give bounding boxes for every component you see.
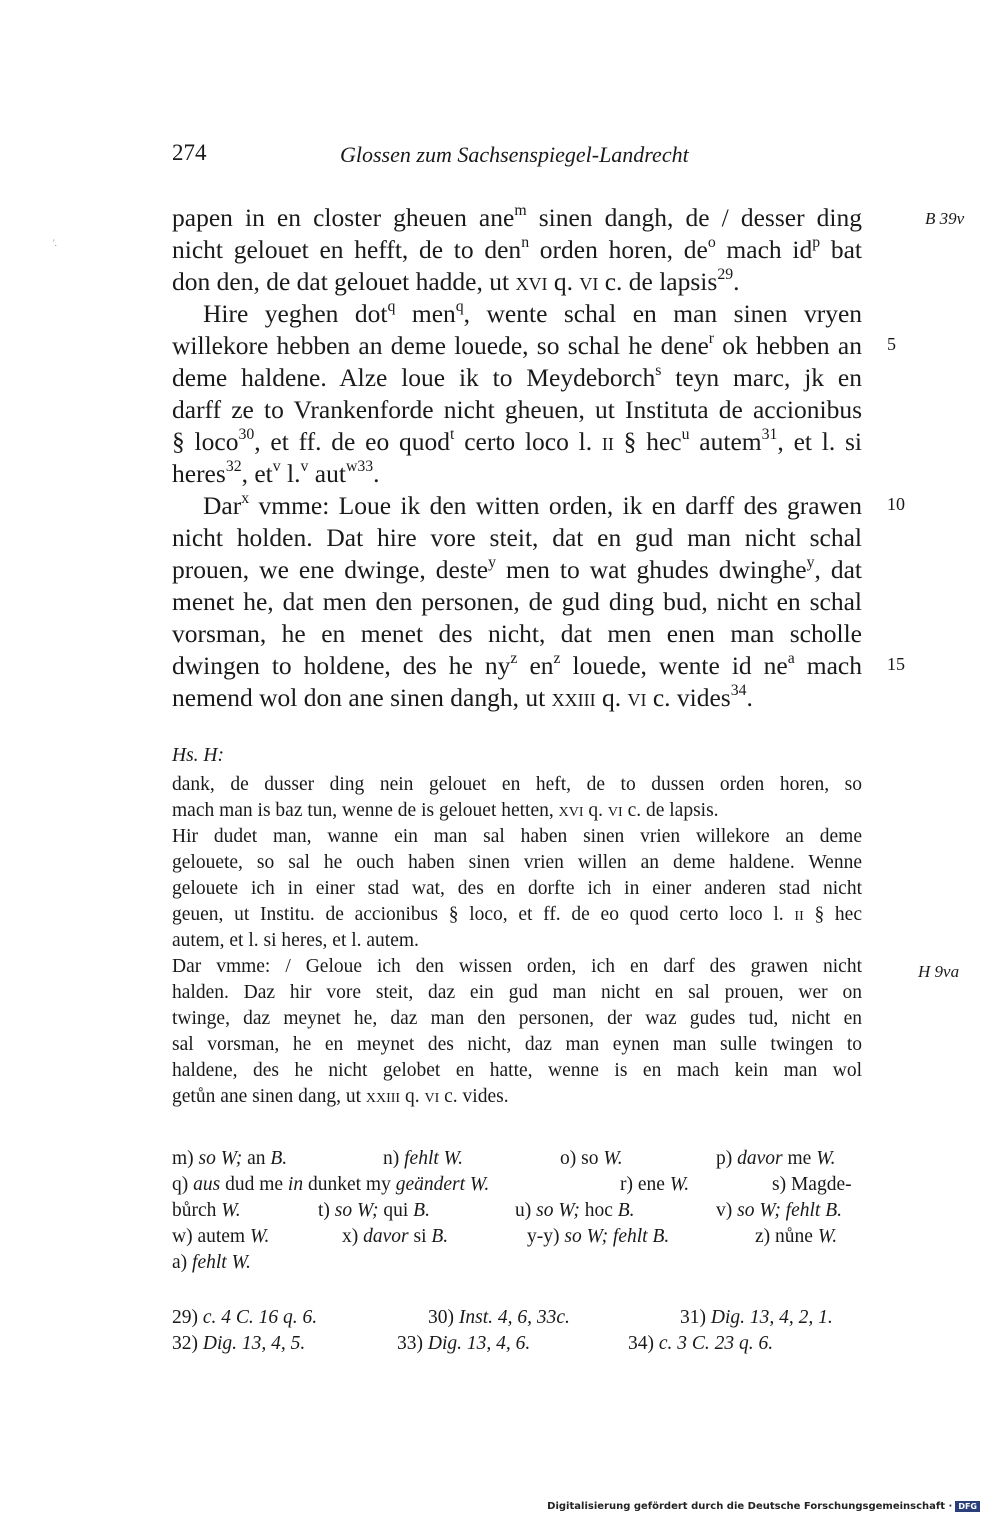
- main-line-7: darff ze to Vrankenforde nicht gheuen, ut Instituta de accionibus: [172, 395, 862, 424]
- source-33: 33) Dig. 13, 4, 6.: [397, 1333, 531, 1354]
- main-line-4: Hire yeghen dot$^q$ men$^q$, wente schal en man sinen vryen: [203, 297, 863, 328]
- note-a: a) fehlt W.: [172, 1252, 251, 1273]
- source-30: 30) Inst. 4, 6, 33c.: [428, 1307, 570, 1328]
- hs-h-line-5: gelouete ich in einer stad wat, des en dorfte ich in einer anderen stad nicht: [172, 878, 862, 899]
- note-r: r) ene W.: [620, 1174, 690, 1195]
- hs-h-line-10: twinge, daz meynet he, daz man den personen, der waz gudes tud, nicht en: [172, 1008, 862, 1029]
- footer-text: Digitalisierung gefördert durch die Deutsche Forschungsgemeinschaft ·: [547, 1501, 953, 1512]
- main-line-15: dwingen to holdene, des he $ny^z$ $en^z$ louede, wente id $ne^a$ mach: [172, 649, 863, 680]
- main-line-8: § loco$^{30}$, et ff. de eo quod$^t$ certo loco l. ii § hec$^u$ autem$^{31}$, et l. si: [172, 425, 863, 456]
- hs-h-heading: Hs. H:: [172, 745, 224, 766]
- margin-ref-b: B 39v: [925, 209, 965, 228]
- note-v: v) so W; fehlt B.: [716, 1200, 843, 1221]
- digitization-footer: [547, 1501, 980, 1512]
- hs-h-line-3: Hir dudet man, wanne ein man sal haben sinen vrien willekore an deme: [172, 826, 862, 847]
- hs-h-line-11: sal vorsman, he en meynet des nicht, daz man eynen man sulle twingen to: [172, 1034, 862, 1055]
- main-line-3: don den, de dat gelouet hadde, ut xvi q. vi c. de lapsis$^{29}$.: [172, 265, 740, 296]
- hs-h-line-1: dank, de dusser ding nein gelouet en heft, de to dussen orden horen, so: [172, 774, 862, 795]
- note-m: m) so W; an B.: [172, 1148, 288, 1169]
- source-29: 29) c. 4 C. 16 q. 6.: [172, 1307, 318, 1328]
- main-line-10: Dar$^x$ vmme: Loue ik den witten orden, ik en darff des grawen: [203, 489, 862, 520]
- source-34: 34) c. 3 C. 23 q. 6.: [628, 1333, 774, 1354]
- line-number-5: 5: [887, 334, 896, 354]
- line-number-15: 15: [887, 654, 905, 674]
- main-line-1: papen in en closter gheuen ane$^m$ sinen dangh, de / desser ding: [172, 201, 862, 232]
- main-line-14: vorsman, he en menet des nicht, dat men enen man scholle: [172, 619, 862, 648]
- note-t: t) so W; qui B.: [318, 1200, 430, 1221]
- note-s: s) Magde-: [772, 1174, 852, 1195]
- note-q: q) aus dud me in dunket my geändert W.: [172, 1174, 490, 1195]
- hs-h-line-7: autem, et l. si heres, et l. autem.: [172, 930, 419, 951]
- main-line-9: heres$^{32}$, $et^v$ l.$^v$ aut$^{w33}$.: [172, 457, 380, 488]
- line-number-10: 10: [887, 494, 905, 514]
- hs-h-line-12: haldene, des he nicht gelobet en hatte, wenne is en mach kein man wol: [172, 1060, 862, 1081]
- dfg-logo: DFG: [955, 1501, 980, 1512]
- main-line-11: nicht holden. Dat hire vore steit, dat en gud man nicht schal: [172, 523, 862, 552]
- hs-h-line-8: Dar vmme: / Geloue ich den wissen orden, ich en darf des grawen nicht: [172, 956, 862, 977]
- source-32: 32) Dig. 13, 4, 5.: [172, 1333, 306, 1354]
- margin-ref-h: H 9va: [918, 962, 960, 981]
- main-line-2: nicht gelouet en hefft, de to den$^n$ orden horen, $de^o$ mach $id^p$ bat: [172, 233, 862, 264]
- main-line-6: deme haldene. Alze loue ik to Meydeborch$^s$ teyn marc, jk en: [172, 361, 862, 392]
- main-line-13: menet he, dat men den personen, de gud ding bud, nicht en schal: [172, 587, 862, 616]
- source-31: 31) Dig. 13, 4, 2, 1.: [680, 1307, 833, 1328]
- running-title: Glossen zum Sachsenspiegel-Landrecht: [340, 142, 689, 167]
- hs-h-line-6: geuen, ut Institu. de accionibus § loco, et ff. de eo quod certo loco l. ii § hec: [172, 904, 862, 925]
- hs-h-line-9: halden. Daz hir vore steit, daz ein gud man nicht en sal prouen, wer on: [172, 982, 862, 1003]
- scan-speck: '.: [53, 238, 57, 248]
- note-o: o) so W.: [560, 1148, 623, 1169]
- note-p: p) davor me W.: [716, 1148, 836, 1169]
- note-s-cont: bůrch W.: [172, 1200, 241, 1221]
- note-z: z) nůne W.: [755, 1226, 838, 1247]
- main-line-5: willekore hebben an deme louede, so schal he dene$^r$ ok hebben an: [172, 329, 862, 360]
- note-w: w) autem W.: [172, 1226, 270, 1247]
- note-x: x) davor si B.: [342, 1226, 449, 1247]
- hs-h-line-13: getůn ane sinen dang, ut xxiii q. vi c. vides.: [172, 1086, 509, 1107]
- hs-h-line-4: gelouete, so sal he ouch haben sinen vrien willen an deme haldene. Wenne: [172, 852, 862, 873]
- main-line-16: nemend wol don ane sinen dangh, ut xxiii q. vi c. vides$^{34}$.: [172, 681, 753, 712]
- note-u: u) so W; hoc B.: [515, 1200, 635, 1221]
- note-n: n) fehlt W.: [383, 1148, 463, 1169]
- hs-h-line-2: mach man is baz tun, wenne de is gelouet hetten, xvi q. vi c. de lapsis.: [172, 800, 719, 821]
- page-number: 274: [172, 140, 207, 165]
- note-y: y-y) so W; fehlt B.: [527, 1226, 670, 1247]
- main-line-12: prouen, we ene dwinge, deste$^y$ men to wat ghudes dwinghe$^y$, dat: [172, 553, 862, 584]
